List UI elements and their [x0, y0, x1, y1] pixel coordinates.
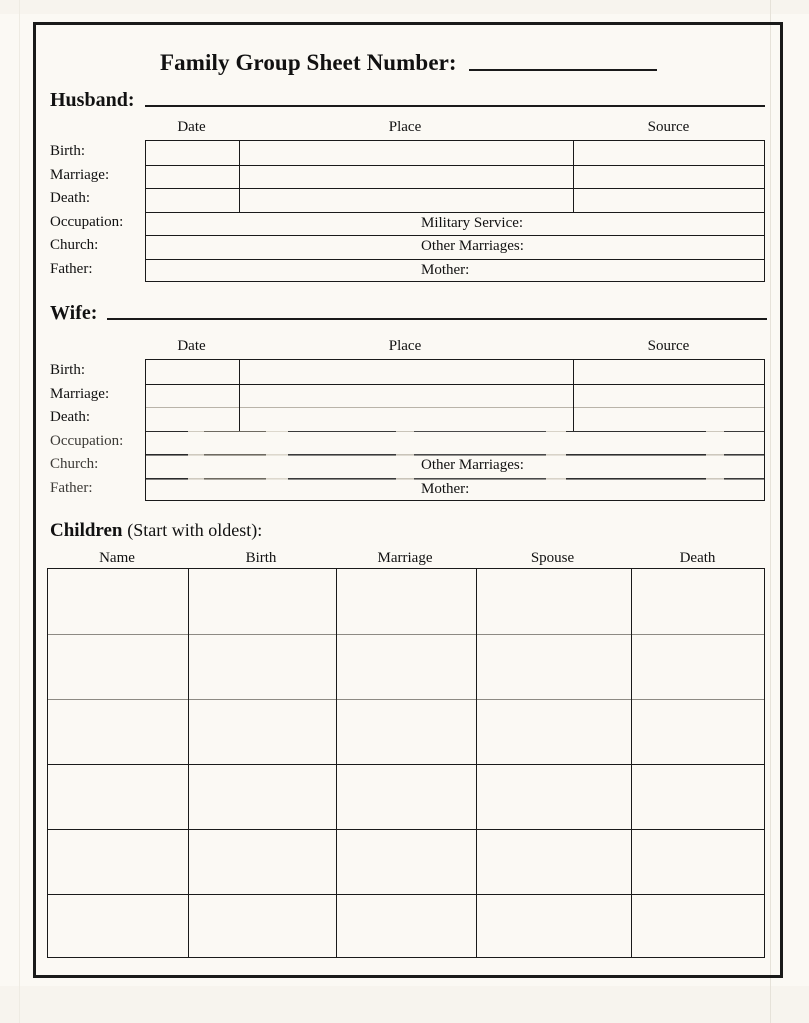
husband-name-blank[interactable]: [145, 105, 765, 107]
husband-label-marriage: Marriage:: [50, 166, 110, 183]
children-header-name: Name: [99, 550, 135, 566]
children-gridline-4: [48, 829, 764, 830]
children-header-marriage: Marriage: [377, 550, 433, 566]
husband-name-row: [50, 84, 765, 110]
wife-header-source: Source: [647, 338, 690, 354]
children-gridline-5: [48, 894, 764, 895]
children-grid: [47, 568, 765, 958]
children-gridline-3: [48, 764, 764, 765]
scan-tint-top: [0, 0, 809, 14]
husband-label-military-service: Military Service:: [421, 214, 524, 231]
husband-fact-grid: [145, 140, 765, 282]
wife-fact-grid: [145, 359, 765, 501]
children-header-birth: Birth: [245, 550, 277, 566]
husband-label-death: Death:: [50, 190, 90, 207]
wife-divider-date-place: [239, 360, 240, 431]
husband-label: Husband:: [50, 89, 135, 111]
children-divider-name-birth: [188, 569, 189, 957]
husband-label-occupation: Occupation:: [50, 213, 124, 230]
husband-header-date: Date: [177, 119, 206, 135]
children-heading: [50, 521, 262, 540]
children-gridline-1: [48, 634, 764, 635]
husband-label-birth: Birth:: [50, 143, 86, 159]
husband-divider-date-place: [239, 141, 240, 212]
wife-label-church: Church:: [50, 456, 99, 473]
children-heading-strong: Children: [50, 520, 123, 541]
wife-name-blank[interactable]: [107, 318, 767, 320]
wife-label-father: Father:: [50, 479, 93, 496]
wife-label-marriage: Marriage:: [50, 385, 110, 402]
children-header-spouse: Spouse: [530, 550, 575, 566]
children-divider-marriage-spouse: [476, 569, 477, 957]
wife-label-other-marriages: Other Marriages:: [421, 457, 524, 474]
husband-row-labels: [50, 140, 145, 282]
scan-streak-left: [19, 0, 20, 1023]
wife-divider-place-source: [573, 360, 574, 431]
wife-gridline-3: [146, 431, 764, 433]
husband-column-headers: [145, 120, 765, 140]
wife-label-occupation: Occupation:: [50, 432, 124, 449]
wife-label-mother: Mother:: [421, 481, 470, 497]
children-gridline-2: [48, 699, 764, 700]
wife-label: Wife:: [50, 302, 98, 324]
scan-tint-bottom: [0, 986, 809, 1023]
wife-row-labels: [50, 359, 145, 501]
children-divider-birth-marriage: [336, 569, 337, 957]
husband-divider-place-source: [573, 141, 574, 212]
wife-label-birth: Birth:: [50, 362, 86, 378]
husband-label-father: Father:: [50, 260, 93, 277]
husband-label-mother: Mother:: [421, 262, 470, 278]
wife-header-place: Place: [388, 338, 422, 354]
children-header-death: Death: [679, 550, 716, 566]
wife-header-date: Date: [177, 338, 206, 354]
children-heading-normal: (Start with oldest):: [127, 520, 263, 540]
sheet-number-blank[interactable]: [469, 69, 657, 71]
husband-label-other-marriages: Other Marriages:: [421, 238, 524, 255]
children-column-headers: [47, 551, 765, 569]
page-title-label: Family Group Sheet Number:: [160, 50, 457, 75]
husband-header-place: Place: [388, 119, 422, 135]
wife-column-headers: [145, 339, 765, 359]
wife-label-death: Death:: [50, 409, 90, 426]
husband-label-church: Church:: [50, 237, 99, 254]
husband-header-source: Source: [647, 119, 690, 135]
page-title: [160, 44, 657, 74]
children-divider-spouse-death: [631, 569, 632, 957]
wife-name-row: [50, 297, 767, 323]
